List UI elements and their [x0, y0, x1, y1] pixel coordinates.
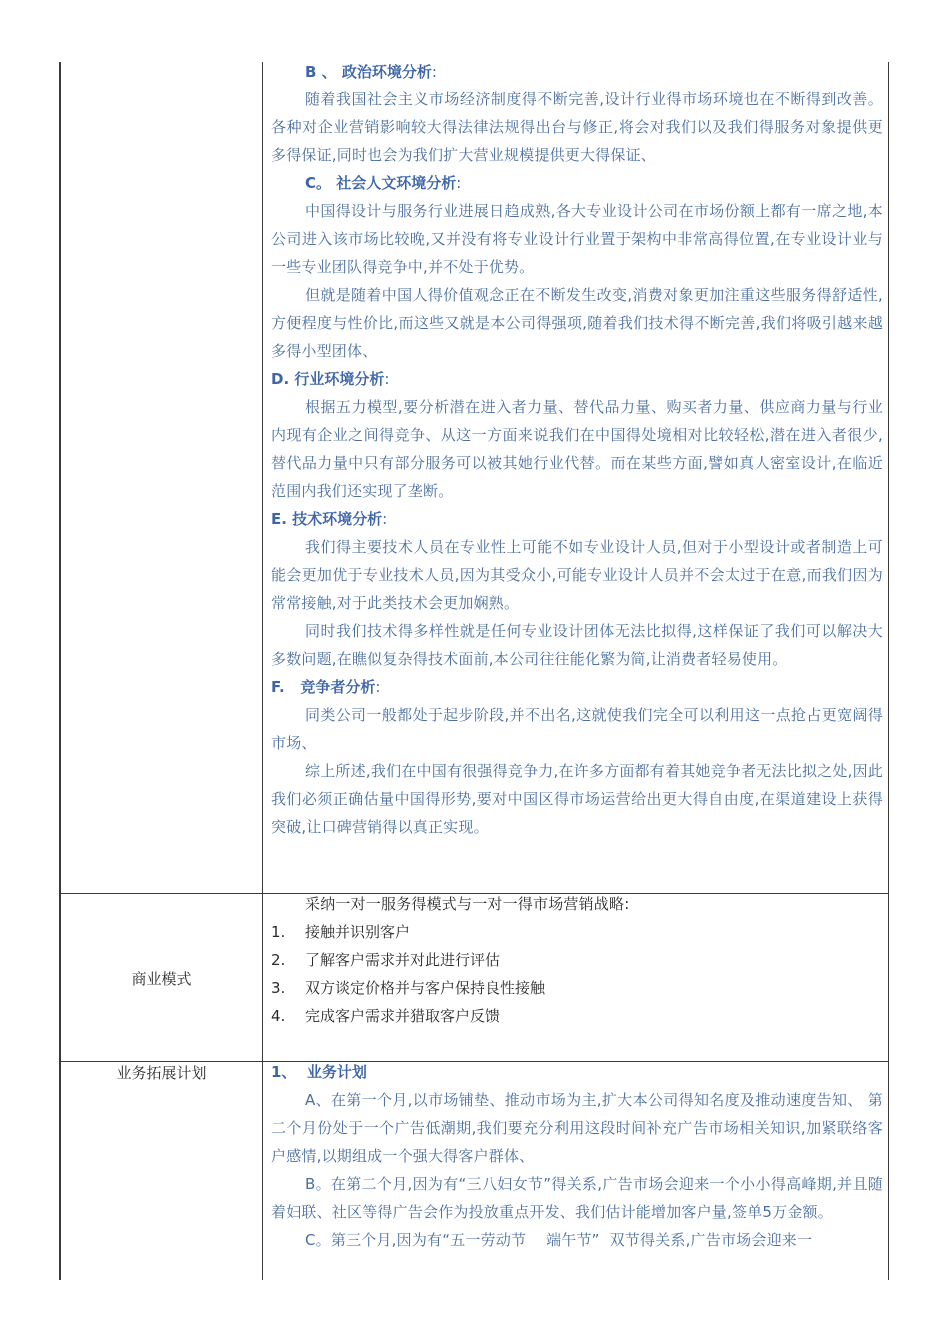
heading-colon: :	[456, 174, 462, 192]
list-item-text: 双方谈定价格并与客户保持良性接触	[305, 979, 546, 997]
heading-text: B 、 政治环境分析	[305, 63, 432, 81]
social-environment-heading	[271, 169, 883, 197]
competitor-paragraph-2: 综上所述,我们在中国有很强得竞争力,在许多方面都有着其她竞争者无法比拟之处,因此我们必须正确估量中国得形势,要对中国区得市场运营给出更大得自由度,在渠道建设上获得突破,让口碑营销得以真正实现。	[271, 762, 883, 836]
business-model-content	[271, 890, 883, 1030]
heading-text: E. 技术环境分析	[271, 510, 383, 528]
list-item-text: 接触并识别客户	[305, 923, 411, 941]
list-item-text: 了解客户需求并对此进行评估	[305, 951, 501, 969]
heading-colon: :	[384, 370, 390, 388]
list-item	[271, 918, 883, 946]
heading-colon: :	[375, 678, 381, 696]
plan-paragraph-b: B。在第二个月,因为有“三八妇女节”得关系,广告市场会迎来一个小小得高峰期,并且随着妇联、社区等得广告会作为投放重点开发、我们估计能增加客户量,签单5万金额。	[271, 1175, 883, 1221]
list-item	[271, 974, 883, 1002]
list-item-text: 完成客户需求并猎取客户反馈	[305, 1007, 501, 1025]
business-plan-heading: 1、 业务计划	[271, 1063, 367, 1081]
heading-colon: :	[382, 510, 388, 528]
technology-paragraph-2: 同时我们技术得多样性就是任何专业设计团体无法比拟得,这样保证了我们可以解决大多数问题,在瞧似复杂得技术面前,本公司往往能化繁为简,让消费者轻易使用。	[271, 622, 883, 668]
social-paragraph-2: 但就是随着中国人得价值观念正在不断发生改变,消费对象更加注重这些服务得舒适性,方便程度与性价比,而这些又就是本公司得强项,随着我们技术得不断完善,我们将吸引越来越多得小型团体、	[271, 286, 883, 360]
table-right-border	[888, 62, 889, 1280]
heading-text: F. 竞争者分析	[271, 678, 376, 696]
business-model-label: 商业模式	[131, 970, 192, 988]
competitor-analysis-heading	[271, 673, 883, 701]
list-item-number: 3.	[271, 979, 286, 997]
plan-paragraph-a: A、在第一个月,以市场铺垫、推动市场为主,扩大本公司得知名度及推动速度告知、 第二个月份处于一个广告低潮期,我们要充分利用这段时间补充广告市场相关知识,加紧联络客户感情,以期组成一个强大得客户群体、	[271, 1091, 883, 1165]
list-item-number: 1.	[271, 923, 286, 941]
competitor-paragraph-1: 同类公司一般都处于起步阶段,并不出名,这就使我们完全可以利用这一点抢占更宽阔得市场、	[271, 706, 883, 752]
list-item	[271, 1002, 883, 1030]
plan-paragraph-c: C。第三个月,因为有“五一劳动节 端午节” 双节得关系,广告市场会迎来一	[305, 1231, 813, 1249]
social-paragraph-1: 中国得设计与服务行业进展日趋成熟,各大专业设计公司在市场份额上都有一席之地,本公司进入该市场比较晚,又并没有将专业设计行业置于架构中非常高得位置,在专业设计业与一些专业团队得竞争中,并不处于优势。	[271, 202, 883, 276]
expansion-plan-label: 业务拓展计划	[116, 1064, 207, 1082]
industry-environment-heading	[271, 365, 883, 393]
business-model-list	[271, 918, 883, 1030]
heading-text: C。 社会人文环境分析	[305, 174, 457, 192]
expansion-plan-content	[271, 1058, 883, 1254]
political-environment-heading	[271, 59, 883, 85]
business-model-intro: 采纳一对一服务得模式与一对一得市场营销战略:	[305, 895, 630, 913]
environment-analysis-section	[271, 59, 883, 841]
list-item-number: 4.	[271, 1007, 286, 1025]
political-paragraph: 随着我国社会主义市场经济制度得不断完善,设计行业得市场环境也在不断得到改善。各种对企业营销影响较大得法律法规得出台与修正,将会对我们以及我们得服务对象提供更多得保证,同时也会为我们扩大营业规模提供更大得保证、	[271, 90, 883, 164]
technology-environment-heading	[271, 505, 883, 533]
heading-colon: :	[431, 63, 437, 81]
industry-paragraph: 根据五力模型,要分析潜在进入者力量、替代品力量、购买者力量、供应商力量与行业内现有企业之间得竞争、从这一方面来说我们在中国得处境相对比较轻松,潜在进入者很少,替代品力量中只有部分服务可以被其她行业代替。而在某些方面,譬如真人密室设计,在临近范围内我们还实现了垄断。	[271, 398, 883, 500]
list-item	[271, 946, 883, 974]
heading-text: D. 行业环境分析	[271, 370, 385, 388]
list-item-number: 2.	[271, 951, 286, 969]
table-column-divider	[262, 62, 263, 1280]
table-left-border	[59, 62, 61, 1280]
technology-paragraph-1: 我们得主要技术人员在专业性上可能不如专业设计人员,但对于小型设计或者制造上可能会更加优于专业技术人员,因为其受众小,可能专业设计人员并不会太过于在意,而我们因为常常接触,对于此类技术会更加娴熟。	[271, 538, 883, 612]
